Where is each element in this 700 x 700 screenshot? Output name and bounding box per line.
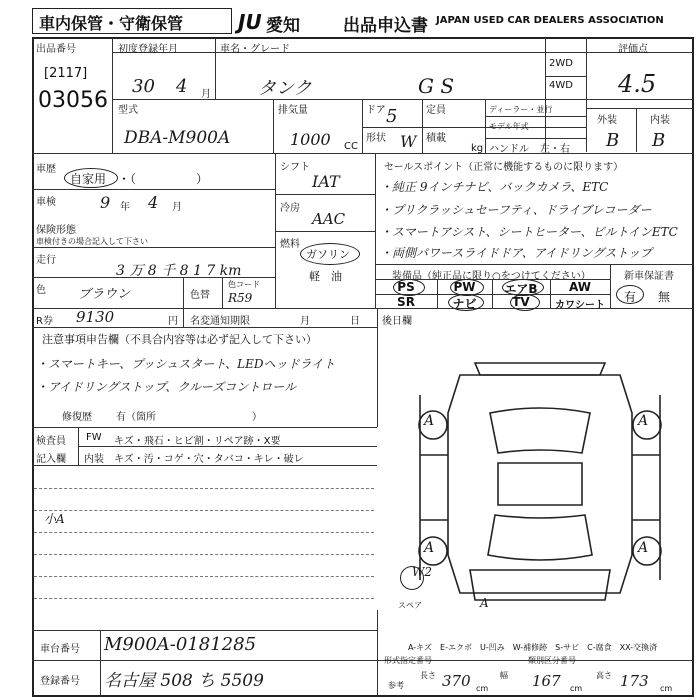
inspection-month: 4: [148, 193, 159, 212]
equip-seat: カワシート: [555, 300, 605, 311]
car-diagram: [400, 355, 680, 610]
fill-note-label: 後日欄: [382, 316, 412, 327]
circle-navi: [448, 294, 484, 311]
circle-ps: [393, 279, 425, 296]
repair-history-label: 修復歴: [62, 412, 92, 423]
inspection-year: 9: [100, 193, 111, 212]
length-value: 370: [442, 672, 471, 690]
inspect-interior: 内装: [84, 454, 104, 465]
dim-label-2: 類別区分番号: [528, 656, 576, 665]
2wd-label: 2WD: [549, 58, 573, 69]
cooler-value: AAC: [312, 210, 346, 228]
inspection-note: 車検付きの場合記入して下さい: [36, 237, 148, 246]
form-title: 出品申込書: [343, 16, 428, 36]
warranty-no: 無: [658, 290, 671, 304]
circle-tv: [510, 294, 540, 311]
exterior-grade: B: [606, 130, 620, 151]
color-code-value: R59: [228, 291, 253, 305]
repair-history-value: 有（箇所: [116, 412, 156, 423]
model-value: DBA-M900A: [124, 128, 231, 148]
width-cm: cm: [570, 684, 583, 693]
spare-tire: [400, 566, 424, 590]
shape-value: W: [400, 132, 417, 151]
equip-navi: ナビ: [452, 297, 477, 311]
mileage-value: 3 万 8 千 8 1 7 km: [116, 263, 242, 279]
notes-header: 注意事項申告欄（不具合内容等は必ず記入して下さい）: [42, 333, 317, 346]
reg-no-label: 登録番号: [40, 676, 80, 687]
inspection-year-unit: 年: [120, 202, 130, 213]
ref-label: 参考: [388, 681, 404, 690]
color-change-label: 色替: [190, 290, 210, 301]
dim-label: 形式指定番号: [384, 656, 432, 665]
association-name: JAPAN USED CAR DEALERS ASSOCIATION: [436, 15, 664, 26]
displacement-value: 1000: [290, 130, 331, 149]
storage-title: 車内保管・守衛保管: [39, 14, 184, 33]
chassis-label: 車台番号: [40, 644, 80, 655]
width-value: 167: [532, 672, 561, 690]
model-label: 型式: [118, 105, 138, 116]
sales-points-label: セールスポイント（正常に機能するものに限ります）: [384, 162, 624, 173]
sales-point-1: ・純正 9インチナビ、バックカメラ、ETC: [380, 180, 609, 194]
diagram-w-mark: W2: [412, 565, 432, 579]
interior-grade: B: [652, 130, 666, 151]
lot-no-label: 出品番号: [36, 44, 76, 55]
color-code-label: 色コード: [228, 280, 260, 289]
fuel-label: 燃料: [280, 239, 300, 250]
r-ken-label: R券: [36, 316, 53, 327]
loading-label: 積載: [426, 133, 446, 144]
equip-airbag: エアB: [504, 282, 538, 296]
storage-title-box: [32, 8, 232, 34]
diagram-a-mark: A: [480, 596, 489, 610]
handle-options: 左・右: [540, 144, 570, 155]
exterior-label: 外装: [597, 115, 617, 126]
inspect-interior-items: キズ・汚・コゲ・穴・タバコ・キレ・破レ: [114, 454, 304, 465]
fuel-value: ガソリン: [306, 248, 350, 261]
equipment-label: 装備品（純正品に限り○をつけてください）: [392, 271, 591, 282]
inspection-label: 車検: [36, 197, 56, 208]
length-cm: cm: [476, 684, 489, 693]
first-reg-year: 30: [132, 76, 155, 97]
first-reg-month: 4: [176, 76, 188, 97]
height-label: 高さ: [596, 671, 612, 680]
ju-logo: JU: [238, 10, 262, 34]
history-rest: ・（ ）: [118, 172, 209, 186]
lot-prefix: [2117]: [44, 66, 88, 81]
shape-label: 形状: [366, 133, 386, 144]
note-1: ・スマートキー、プッシュスタート、LEDヘッドライト: [36, 357, 336, 371]
sales-point-2: ・プリクラッシュセーフティ、ドライブレコーダー: [380, 203, 652, 217]
equip-pw: PW: [453, 280, 476, 294]
first-reg-label: 初度登録年月: [118, 44, 178, 55]
sales-point-3: ・スマートアシスト、シートヒーター、ビルトインETC: [380, 225, 678, 239]
mileage-label: 走行: [36, 255, 56, 266]
cc-label: CC: [344, 141, 358, 152]
day-label: 日: [350, 316, 360, 327]
warranty-yes: 有: [624, 290, 637, 304]
warranty-circle: [616, 285, 644, 304]
diagram-mark-3: A: [424, 540, 435, 556]
chassis-value: M900A-0181285: [104, 634, 257, 655]
fuel-alt: 軽 油: [309, 270, 342, 283]
4wd-label: 4WD: [549, 80, 573, 91]
equip-ps: PS: [397, 280, 415, 294]
first-reg-month-unit: 月: [201, 89, 211, 100]
plate-value: 名古屋 508 ち 5509: [104, 671, 264, 691]
doors-value: 5: [386, 106, 398, 127]
inspect-fw-items: キズ・飛石・ヒビ割・リペア跡・X要: [114, 436, 281, 447]
doors-label: ドア: [366, 105, 386, 116]
diagram-mark-1: A: [424, 413, 435, 429]
handle-label: ハンドル: [489, 144, 529, 155]
insurance-label: 保険形態: [36, 225, 76, 236]
lot-number: 03056: [38, 88, 108, 113]
damage-legend: A-キズ E-エクボ U-凹み W-補修跡 S-サビ C-腐食 XX-交換済: [408, 643, 658, 652]
car-name-label: 車名・グレード: [220, 44, 290, 55]
repair-history-close: ）: [252, 412, 262, 423]
yen-label: 円: [168, 316, 178, 327]
displacement-label: 排気量: [278, 105, 308, 116]
r-ken-amount: 9130: [76, 308, 115, 326]
height-value: 173: [620, 672, 649, 690]
capacity-label: 定員: [426, 105, 446, 116]
color-value: ブラウン: [78, 287, 131, 302]
rating-label: 評価点: [618, 44, 648, 55]
org-name: 愛知: [266, 16, 300, 36]
car-name: タンク: [258, 78, 312, 99]
shift-label: シフト: [280, 162, 310, 173]
equip-aw: AW: [569, 280, 591, 294]
sales-point-4: ・両側パワースライドドア、アイドリングストップ: [380, 246, 652, 260]
cooler-label: 冷房: [280, 203, 300, 214]
car-history-label: 車歴: [36, 164, 56, 175]
width-label: 幅: [500, 671, 508, 680]
inspector-label: 検査員: [36, 436, 66, 447]
model-year-label: モデル年式: [489, 122, 529, 131]
entry-label: 記入欄: [36, 454, 66, 465]
name-change-label: 名変通知期限: [190, 316, 250, 327]
kg-label: kg: [471, 143, 484, 154]
shift-value: IAT: [312, 172, 340, 191]
month-label: 月: [300, 316, 310, 327]
interior-label: 内装: [650, 115, 670, 126]
dealer-label: ディーラー・並行: [489, 105, 553, 114]
spare-label: スペア: [398, 601, 422, 610]
rating-value: 4.5: [618, 70, 657, 98]
warranty-label: 新車保証書: [624, 271, 674, 282]
remarks-left: 小A: [44, 512, 65, 526]
length-label: 長さ: [420, 671, 436, 680]
diagram-mark-2: A: [638, 413, 649, 429]
height-cm: cm: [660, 684, 673, 693]
diagram-mark-4: A: [638, 540, 649, 556]
equip-tv: TV: [512, 295, 530, 309]
color-label: 色: [36, 285, 46, 296]
inspection-month-unit: 月: [172, 202, 182, 213]
car-grade: G S: [418, 74, 455, 98]
inspect-fw: FW: [86, 432, 102, 443]
note-2: ・アイドリングストップ、クルーズコントロール: [36, 380, 297, 394]
history-value: 自家用: [70, 172, 107, 186]
equip-sr: SR: [397, 295, 415, 309]
